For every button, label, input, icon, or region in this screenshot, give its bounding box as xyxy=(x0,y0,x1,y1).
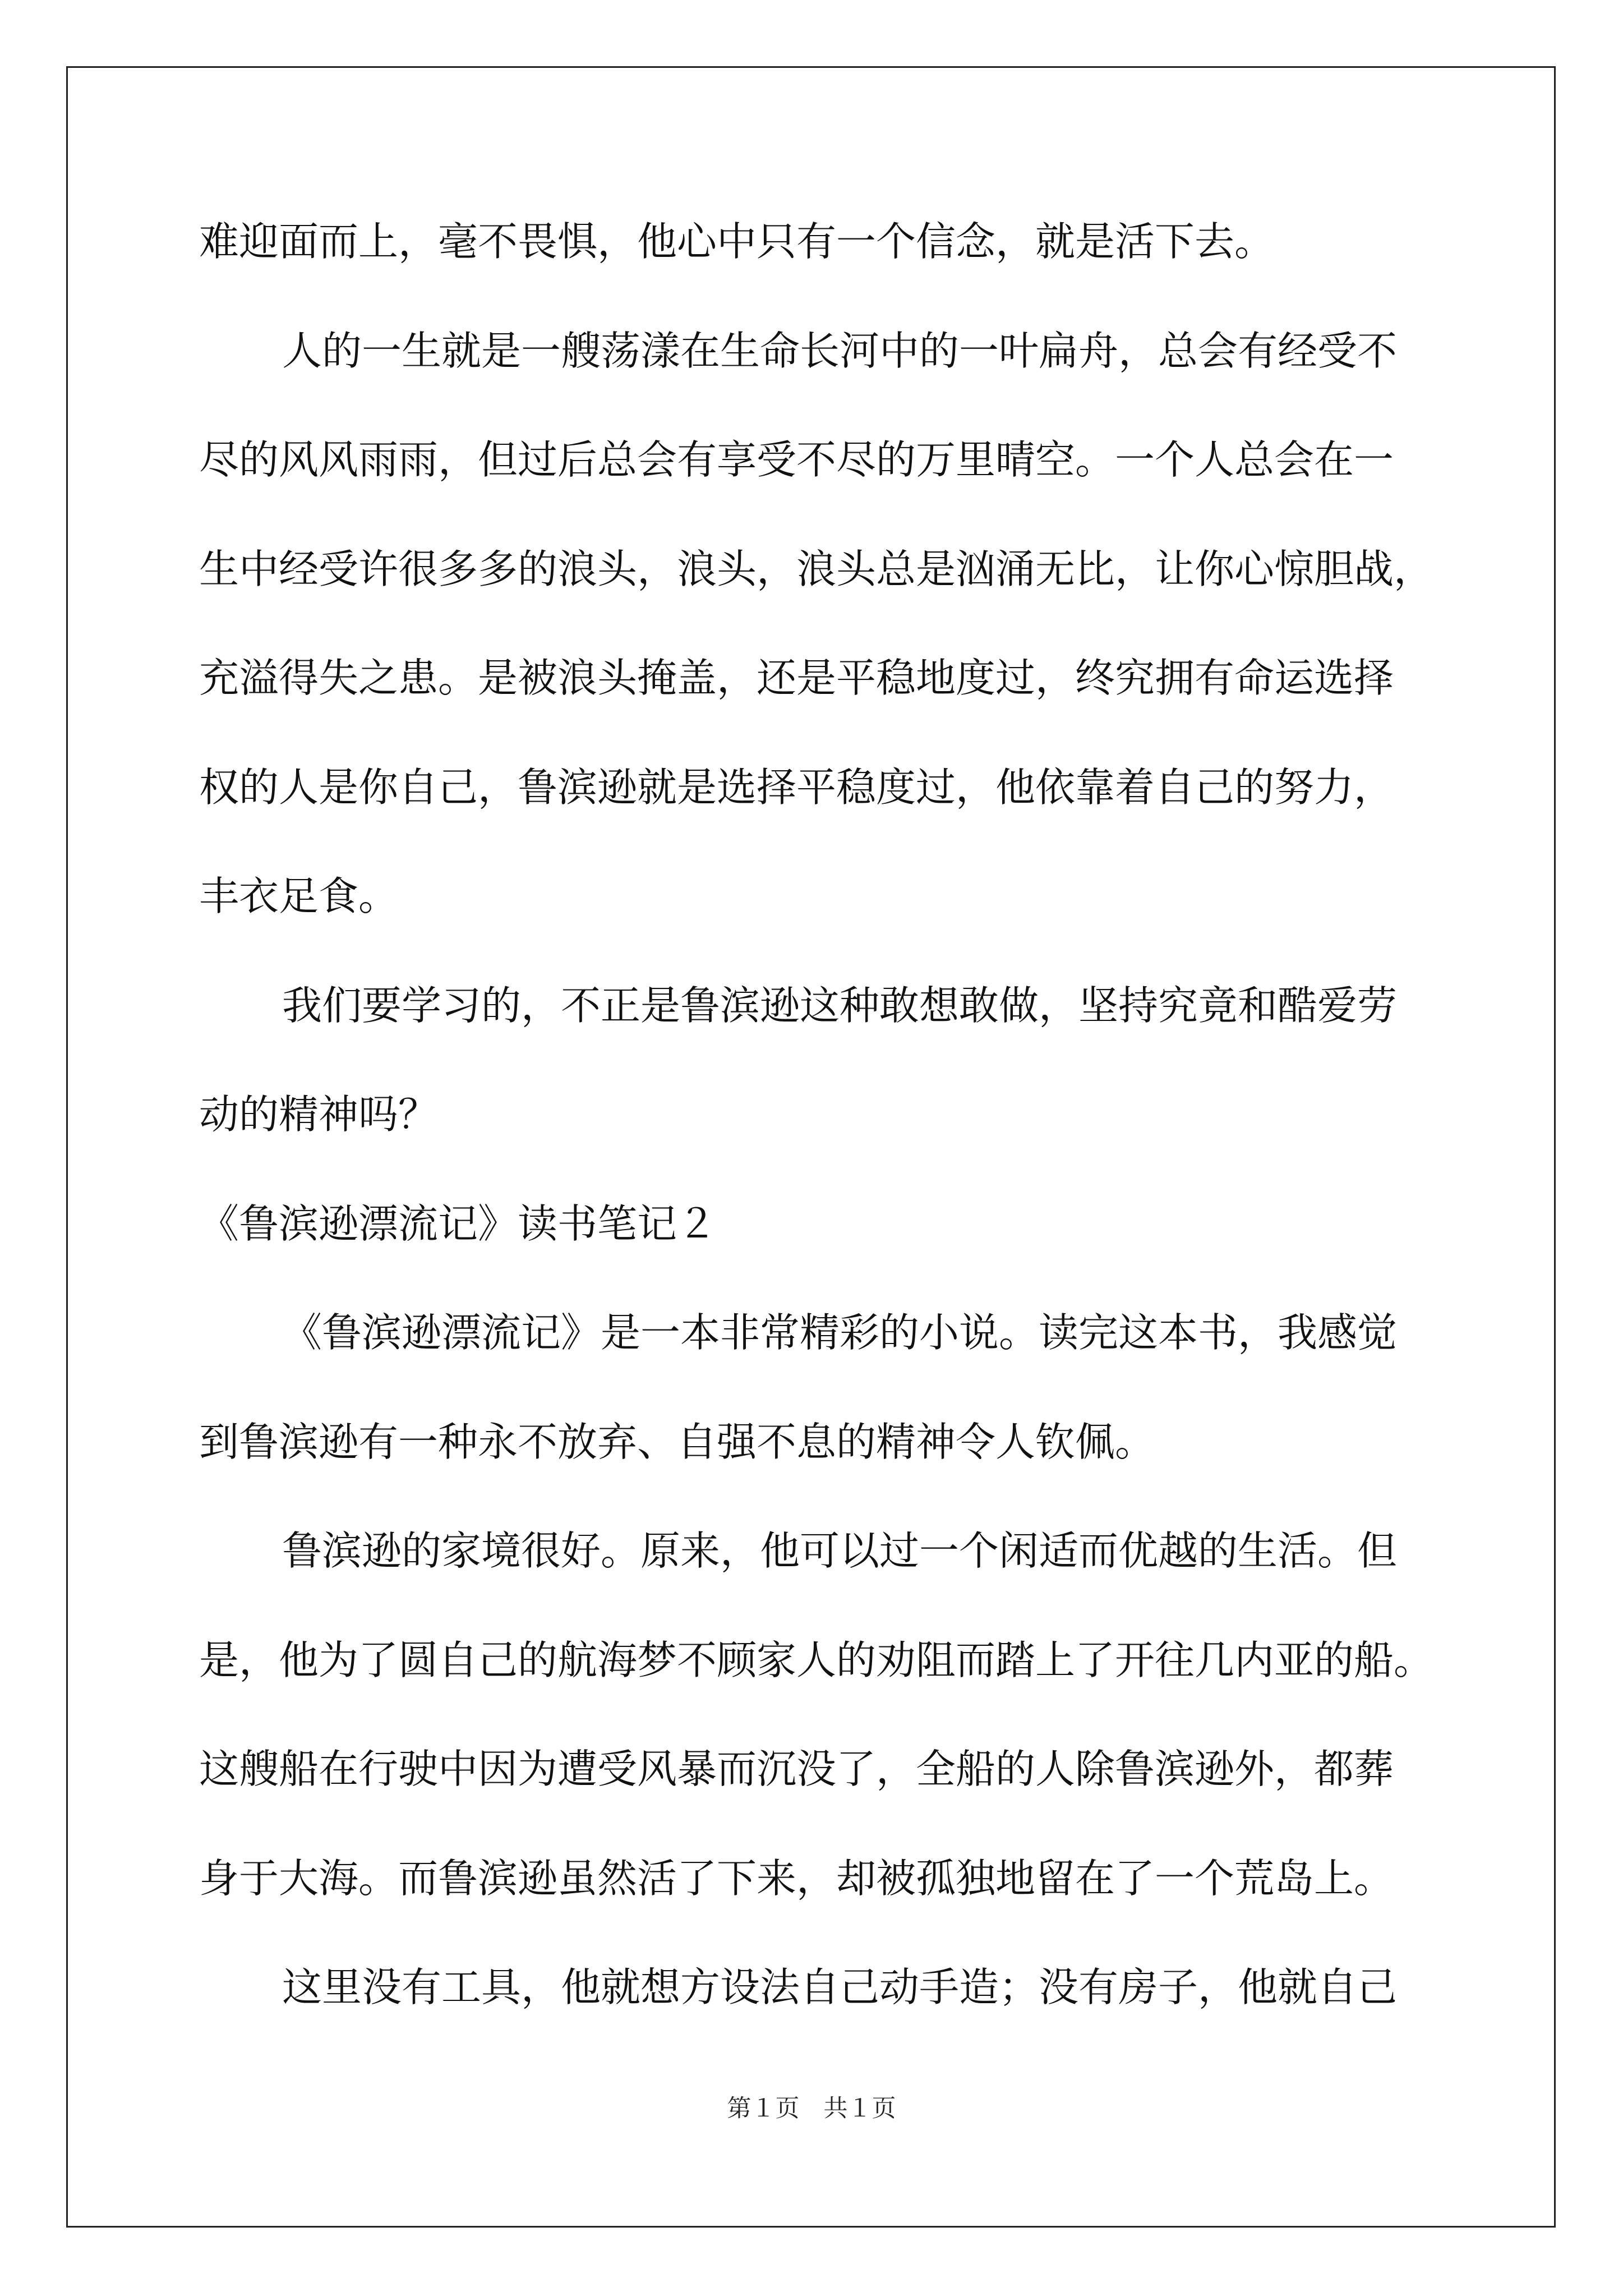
text-line: 这艘船在行驶中因为遭受风暴而沉没了，全船的人除鲁滨逊外，都葬 xyxy=(199,1746,1394,1792)
text-line: 是，他为了圆自己的航海梦不顾家人的劝阻而踏上了开往几内亚的船。 xyxy=(199,1636,1434,1683)
page-footer: 第１页 共１页 xyxy=(727,2095,896,2123)
text-line: 难迎面而上，毫不畏惧，他心中只有一个信念，就是活下去。 xyxy=(199,218,1275,265)
text-line: 丰衣足食。 xyxy=(199,873,399,919)
text-line: 充溢得失之患。是被浪头掩盖，还是平稳地度过，终究拥有命运选择 xyxy=(199,655,1394,701)
section-title: 《鲁滨逊漂流记》读书笔记２ xyxy=(199,1200,717,1247)
document-body xyxy=(199,214,1433,2069)
text-line: 尽的风风雨雨，但过后总会有享受不尽的万里晴空。一个人总会在一 xyxy=(199,436,1394,483)
text-line: 这里没有工具，他就想方设法自己动手造；没有房子，他就自己 xyxy=(282,1964,1398,2010)
text-line: 到鲁滨逊有一种永不放弃、自强不息的精神令人钦佩。 xyxy=(199,1418,1155,1465)
text-line: 鲁滨逊的家境很好。原来，他可以过一个闲适而优越的生活。但 xyxy=(282,1527,1398,1574)
text-line: 人的一生就是一艘荡漾在生命长河中的一叶扁舟，总会有经受不 xyxy=(282,327,1398,374)
text-line: 身于大海。而鲁滨逊虽然活了下来，却被孤独地留在了一个荒岛上。 xyxy=(199,1855,1394,1902)
text-line: 权的人是你自己，鲁滨逊就是选择平稳度过，他依靠着自己的努力， xyxy=(199,763,1394,811)
text-line: 我们要学习的，不正是鲁滨逊这种敢想敢做，坚持究竟和酷爱劳 xyxy=(282,982,1398,1029)
text-line: 生中经受许很多多的浪头，浪头，浪头总是汹涌无比，让你心惊胆战， xyxy=(199,545,1434,592)
text-line: 《鲁滨逊漂流记》是一本非常精彩的小说。读完这本书，我感觉 xyxy=(282,1309,1398,1356)
text-line: 动的精神吗？ xyxy=(199,1091,439,1138)
